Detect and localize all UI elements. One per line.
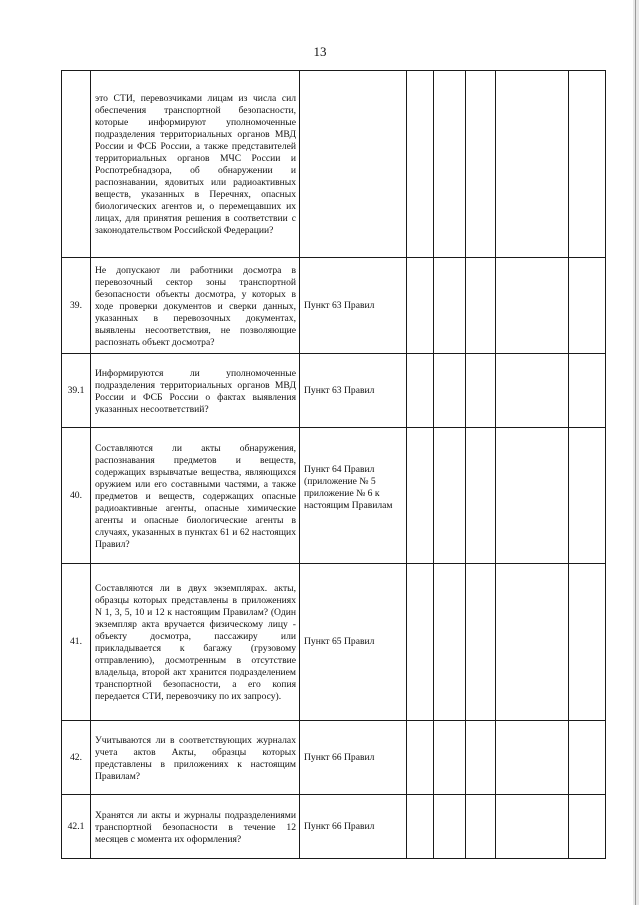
- row-number: 42.1: [62, 795, 91, 859]
- empty-cell: [569, 795, 606, 859]
- empty-cell: [466, 71, 496, 258]
- empty-cell: [569, 354, 606, 428]
- page-number: 13: [313, 44, 327, 59]
- row-number: 40.: [62, 428, 91, 564]
- empty-cell: [569, 258, 606, 354]
- empty-cell: [434, 354, 466, 428]
- table-row: [62, 795, 606, 859]
- row-number: 39.1: [62, 354, 91, 428]
- row-question: Составляются ли в двух экземплярах. акты, образцы которых представлены в приложениях N 1, 3, 5, 10 и 12 к настоящим Правилам? (Один экземпляр акта вручается физическому лицу - объекту досмотра, пассажиру или прикладывается к багажу (грузовому отправлению), досмотренным в отсутствие владельца, второй акт хранится подразделением транспортной безопасности, а его копия передается СТИ, перевозчику по их запросу).: [91, 564, 300, 721]
- checklist-table: [61, 70, 606, 859]
- row-question: Не допускают ли работники досмотра в перевозочный сектор зоны транспортной безопасности объекты досмотра, у которых в ходе проверки документов и сверки данных, указанных в перевозочных документах, выявлены несоответствия, не позволяющие распознать объект досмотра?: [91, 258, 300, 354]
- row-reference: Пункт 65 Правил: [300, 564, 407, 721]
- empty-cell: [496, 71, 569, 258]
- empty-cell: [434, 795, 466, 859]
- row-question: Составляются ли акты обнаружения, распознавания предметов и веществ, содержащих взрывчатые вещества, являющихся оружием или его составными частями, а также предметов и веществ, содержащих опасные радиоактивные агенты, опасные химические агенты и опасные биологические агенты в случаях, указанных в пунктах 61 и 62 настоящих Правил?: [91, 428, 300, 564]
- table-row: [62, 428, 606, 564]
- row-question: Учитываются ли в соответствующих журналах учета актов Акты, образцы которых представлены в приложениях к настоящим Правилам?: [91, 721, 300, 795]
- empty-cell: [569, 721, 606, 795]
- empty-cell: [434, 564, 466, 721]
- row-reference: Пункт 66 Правил: [300, 721, 407, 795]
- empty-cell: [407, 258, 434, 354]
- empty-cell: [496, 354, 569, 428]
- row-question: Хранятся ли акты и журналы подразделениями транспортной безопасности в течение 12 месяцев с момента их оформления?: [91, 795, 300, 859]
- row-question: Информируются ли уполномоченные подразделения территориальных органов МВД России и ФСБ России о фактах выявления указанных несоответствий?: [91, 354, 300, 428]
- empty-cell: [466, 721, 496, 795]
- empty-cell: [434, 258, 466, 354]
- empty-cell: [496, 564, 569, 721]
- empty-cell: [407, 428, 434, 564]
- table-row: [62, 258, 606, 354]
- scan-edge-strip: [633, 0, 639, 905]
- empty-cell: [466, 428, 496, 564]
- empty-cell: [466, 354, 496, 428]
- row-reference: [300, 71, 407, 258]
- empty-cell: [496, 258, 569, 354]
- empty-cell: [569, 564, 606, 721]
- row-question: это СТИ, перевозчиками лицам из числа сил обеспечения транспортной безопасности, которые информируют уполномоченные подразделения территориальных органов МВД России и ФСБ России, а также представителей территориальных органов МЧС России и Роспотребнадзора, об обнаружении и распознавании, ядовитых или радиоактивных веществ, указанных в Перечнях, опасных биологических агентов и, о перемещавших их лицах, для принятия решения в соответствии с законодательством Российской Федерации?: [91, 71, 300, 258]
- empty-cell: [407, 71, 434, 258]
- table-row: [62, 354, 606, 428]
- table-row: [62, 721, 606, 795]
- row-reference: Пункт 64 Правил (приложение № 5 приложение № 6 к настоящим Правилам: [300, 428, 407, 564]
- row-reference: Пункт 63 Правил: [300, 258, 407, 354]
- row-reference: Пункт 66 Правил: [300, 795, 407, 859]
- empty-cell: [407, 354, 434, 428]
- empty-cell: [496, 721, 569, 795]
- empty-cell: [569, 428, 606, 564]
- empty-cell: [496, 428, 569, 564]
- empty-cell: [496, 795, 569, 859]
- table-row: [62, 71, 606, 258]
- empty-cell: [434, 721, 466, 795]
- row-reference: Пункт 63 Правил: [300, 354, 407, 428]
- empty-cell: [569, 71, 606, 258]
- table-row: [62, 564, 606, 721]
- empty-cell: [466, 795, 496, 859]
- empty-cell: [466, 258, 496, 354]
- empty-cell: [407, 564, 434, 721]
- empty-cell: [434, 428, 466, 564]
- row-number: 39.: [62, 258, 91, 354]
- empty-cell: [407, 721, 434, 795]
- row-number: 41.: [62, 564, 91, 721]
- empty-cell: [407, 795, 434, 859]
- empty-cell: [466, 564, 496, 721]
- row-number: [62, 71, 91, 258]
- row-number: 42.: [62, 721, 91, 795]
- empty-cell: [434, 71, 466, 258]
